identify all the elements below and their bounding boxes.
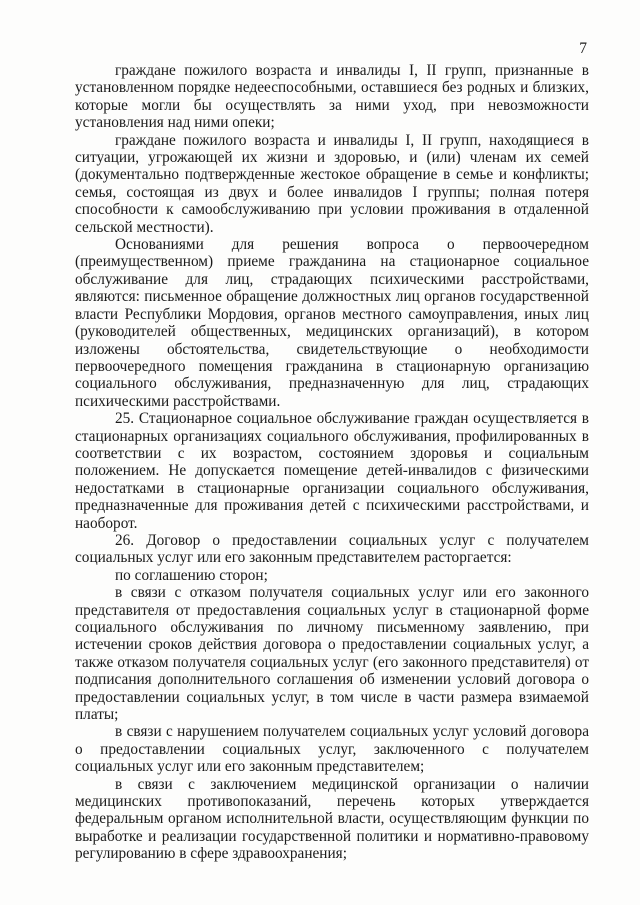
paragraph-item-25: 25. Стационарное социальное обслуживание граждан осуществляется в стационарных организациях социального обслуживания, профилированных в соответствии с их возрастом, состоянием здоровья и социальным положением. Не допускается помещение детей-инвалидов с физическими недостатками в стационарные организации социального обслуживания, предназначенные для проживания детей с психическими расстройствами, и наоборот. (75, 410, 589, 532)
page-number: 7 (579, 40, 587, 57)
paragraph-medical-contraindications: в связи с заключением медицинской организации о наличии медицинских противопоказаний, перечень которых утверждается федеральным органом исполнительной власти, осуществляющим функции по выработке и реализации государственной политики и нормативно-правовому регулированию в сфере здравоохранения; (75, 775, 589, 863)
paragraph-refusal-of-services: в связи с отказом получателя социальных услуг или его законного представителя от предоставления социальных услуг в стационарной форме социального обслуживания по личному письменному заявлению, при истечении сроков действия договора о предоставлении социальных услуг, а также отказом получателя социальных услуг (его законного представителя) от подписания дополнительного соглашения об изменении условий договора о предоставлении социальных услуг, в том числе в части размера взимаемой платы; (75, 584, 589, 724)
paragraph-grounds-priority-admission: Основаниями для решения вопроса о первоочередном (преимущественном) приеме гражданина на стационарное социальное обслуживание для лиц, страдающих психическими расстройствами, являются: письменное обращение должностных лиц органов государственной власти Республики Мордовия, органов местного самоуправления, иных лиц (руководителей общественных, медицинских организаций), в котором изложены обстоятельства, свидетельствующие о необходимости первоочередного помещения гражданина в стационарную организацию социального обслуживания, предназначенную для лиц, страдающих психическими расстройствами. (75, 236, 589, 410)
document-body (75, 62, 589, 863)
paragraph-elderly-threat-situation: граждане пожилого возраста и инвалиды I, II групп, находящиеся в ситуации, угрожающей их жизни и здоровью, и (или) членам их семей (документально подтвержденные жестокое обращение в семье и конфликты; семья, состоящая из двух и более инвалидов I группы; полная потеря способности к самообслуживанию при условии проживания в отдаленной сельской местности). (75, 131, 589, 236)
paragraph-mutual-agreement: по соглашению сторон; (115, 566, 268, 584)
paragraph-elderly-incapacitated: граждане пожилого возраста и инвалиды I, II групп, признанные в установленном порядке недееспособными, оставшиеся без родных и близких, которые могли бы осуществлять за ними уход, при невозможности установления над ними опеки; (75, 62, 589, 132)
paragraph-breach-of-contract: в связи с нарушением получателем социальных услуг условий договора о предоставлении социальных услуг, заключенного с получателем социальных услуг или его законным представителем; (75, 723, 589, 776)
paragraph-item-26: 26. Договор о предоставлении социальных услуг с получателем социальных услуг или его законным представителем расторгается: (75, 531, 589, 567)
